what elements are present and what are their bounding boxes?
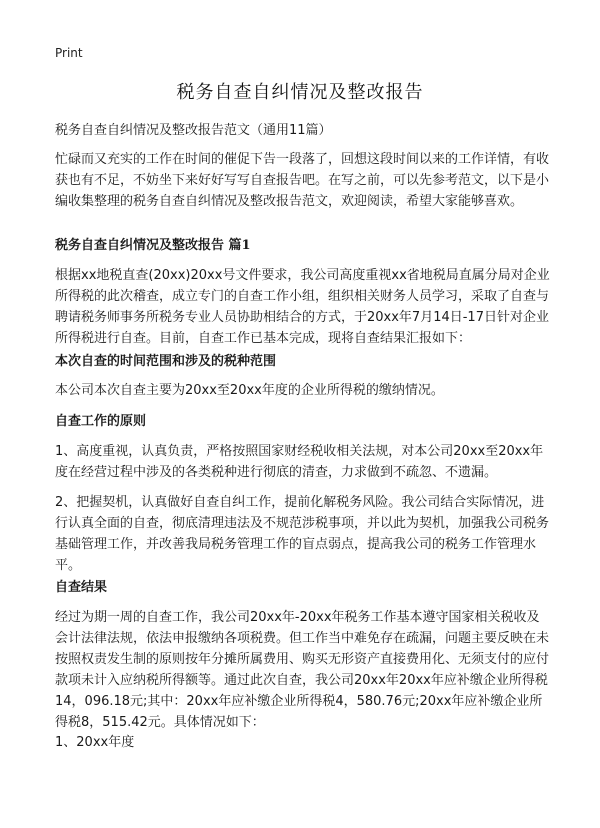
principle-item-2: 2、把握契机，认真做好自查自纠工作，提前化解税务风险。我公司结合实际情况，进行认真全面的自查，彻底清理违法及不规范涉税事项，并以此为契机，加强我公司税务基础管理工作，并改善我局税务管理工作的盲点弱点，提高我公司的税务工作管理水平。 xyxy=(55,495,550,573)
section-heading-results: 自查结果 xyxy=(55,580,108,595)
article-heading: 税务自查自纠情况及整改报告 篇1 xyxy=(55,238,251,253)
document-subtitle: 税务自查自纠情况及整改报告范文（通用11篇） xyxy=(55,123,332,138)
intro-paragraph: 忙碌而又充实的工作在时间的催促下告一段落了，回想这段时间以来的工作详情，有收获也有不足，不妨坐下来好好写写自查报告吧。在写之前，可以先参考范文，以下是小编收集整理的税务自查自纠情况及整改报告范文，欢迎阅读，希望大家能够喜欢。 xyxy=(55,152,550,209)
section-heading-scope: 本次自查的时间范围和涉及的税种范围 xyxy=(55,354,277,369)
results-item-1: 1、20xx年度 xyxy=(55,735,135,750)
section-heading-principles: 自查工作的原则 xyxy=(55,414,147,429)
print-label[interactable]: Print xyxy=(55,46,83,60)
section-text-scope: 本公司本次自查主要为20xx至20xx年度的企业所得税的缴纳情况。 xyxy=(55,383,444,398)
article-paragraph: 根据xx地税直查(20xx)20xx号文件要求，我公司高度重视xx省地税局直属分局对企业所得税的此次稽查，成立专门的自查工作小组，组织相关财务人员学习，采取了自查与聘请税务师事务所税务专业人员协助相结合的方式，于20xx年7月14日-17日针对企业所得税进行自查。目前，自查工作已基本完成，现将自查结果汇报如下： xyxy=(55,268,550,346)
document-title: 税务自查自纠情况及整改报告 xyxy=(176,82,424,103)
principle-item-1: 1、高度重视，认真负责，严格按照国家财经税收相关法规，对本公司20xx至20xx年度在经营过程中涉及的各类税种进行彻底的清查，力求做到不疏忽、不遗漏。 xyxy=(55,444,544,480)
section-text-results: 经过为期一周的自查工作，我公司20xx年-20xx年税务工作基本遵守国家相关税收及会计法律法规，依法申报缴纳各项税费。但工作当中难免存在疏漏，问题主要反映在未按照权责发生制的原则按年分摊所属费用、购买无形资产直接费用化、无须支付的应付款项未计入应纳税所得额等。通过此次自查，我公司20xx年20xx年应补缴企业所得税14，096.18元;其中：20xx年应补缴企业所得税4，580.76元;20xx年应补缴企业所得税8，515.42元。具体情况如下： xyxy=(55,610,550,730)
